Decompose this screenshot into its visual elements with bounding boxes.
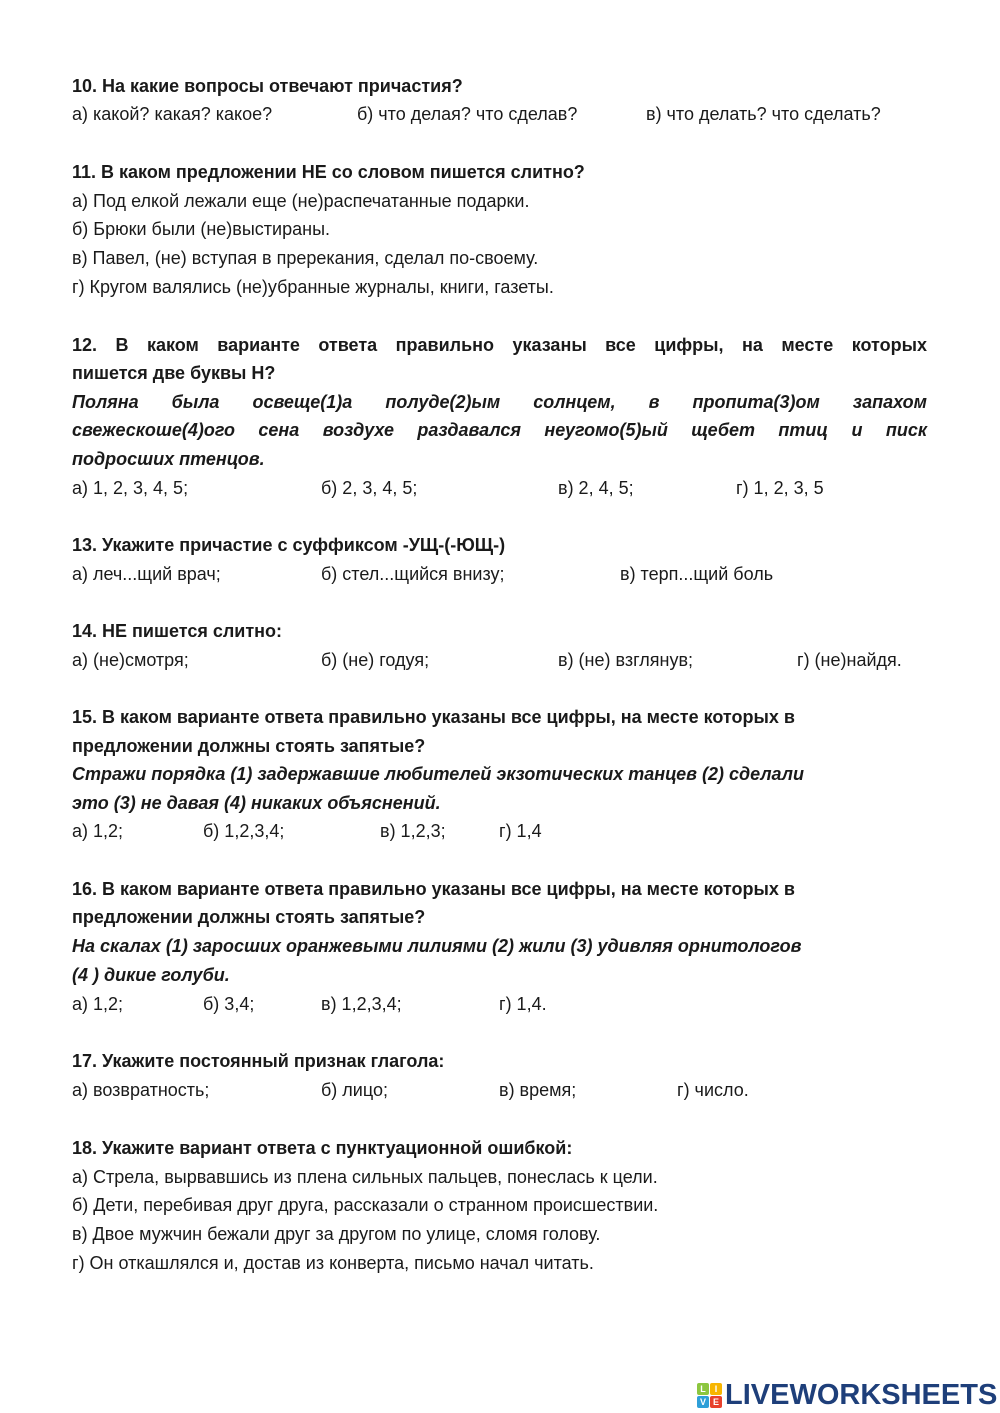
answer-option: б) Дети, перебивая друг друга, рассказали о странном происшествии. <box>72 1195 659 1215</box>
answer-option: г) (не)найдя. <box>797 650 902 670</box>
question-10-title: 10. На какие вопросы отвечают причастия? <box>72 76 463 96</box>
logo-cube: L <box>697 1383 709 1395</box>
answer-option: в) 1,2,3,4; <box>321 994 402 1014</box>
answer-option: г) число. <box>677 1080 749 1100</box>
answer-option: б) лицо; <box>321 1080 388 1100</box>
question-16-text: (4 ) дикие голуби. <box>72 965 230 985</box>
logo-cube: E <box>710 1396 722 1408</box>
question-15-text: это (3) не давая (4) никаких объяснений. <box>72 793 441 813</box>
answer-option: а) Под елкой лежали еще (не)распечатанные подарки. <box>72 191 530 211</box>
answer-option: а) леч...щий врач; <box>72 564 221 584</box>
answer-option: б) стел...щийся внизу; <box>321 564 505 584</box>
answer-option: г) 1,4. <box>499 994 547 1014</box>
logo-text: LIVEWORKSHEETS <box>725 1379 998 1411</box>
question-17-title: 17. Укажите постоянный признак глагола: <box>72 1051 445 1071</box>
question-15-text: Стражи порядка (1) задержавшие любителей экзотических танцев (2) сделали <box>72 764 804 784</box>
logo-cube: V <box>697 1396 709 1408</box>
question-14-title: 14. НЕ пишется слитно: <box>72 621 283 641</box>
answer-option: в) 2, 4, 5; <box>558 478 634 498</box>
logo-cube: I <box>710 1383 722 1395</box>
answer-option: а) какой? какая? какое? <box>72 104 273 124</box>
answer-option: б) Брюки были (не)выстираны. <box>72 219 331 239</box>
answer-option: а) возвратность; <box>72 1080 210 1100</box>
answer-option: г) 1, 2, 3, 5 <box>736 478 824 498</box>
question-15-title: 15. В каком варианте ответа правильно указаны все цифры, на месте которых в <box>72 707 795 727</box>
answer-option: в) 1,2,3; <box>380 821 446 841</box>
question-13-title: 13. Укажите причастие с суффиксом -УЩ-(-ЮЩ-) <box>72 535 506 555</box>
question-12-text: свежескоше(4)ого сена воздухе раздавался неугомо(5)ый щебет птиц и писк <box>72 420 927 440</box>
liveworksheets-logo <box>697 1379 997 1412</box>
answer-option: а) 1,2; <box>72 994 124 1014</box>
question-12-text: подросших птенцов. <box>72 449 265 469</box>
question-12-text: Поляна была освеще(1)а полуде(2)ым солнцем, в пропита(3)ом запахом <box>72 392 927 412</box>
answer-option: в) Павел, (не) вступая в пререкания, сделал по-своему. <box>72 248 539 268</box>
answer-option: г) Он откашлялся и, достав из конверта, письмо начал читать. <box>72 1253 594 1273</box>
logo-cubes-icon <box>697 1383 722 1408</box>
answer-option: в) (не) взглянув; <box>558 650 694 670</box>
question-16-title: 16. В каком варианте ответа правильно указаны все цифры, на месте которых в <box>72 879 795 899</box>
question-12-title-cont: пишется две буквы Н? <box>72 363 276 383</box>
answer-option: в) время; <box>499 1080 577 1100</box>
question-16-title-cont: предложении должны стоять запятые? <box>72 907 426 927</box>
question-15-title-cont: предложении должны стоять запятые? <box>72 736 426 756</box>
answer-option: г) 1,4 <box>499 821 542 841</box>
answer-option: в) что делать? что сделать? <box>646 104 881 124</box>
question-16-text: На скалах (1) заросших оранжевыми лилиями (2) жили (3) удивляя орнитологов <box>72 936 802 956</box>
answer-option: б) 1,2,3,4; <box>203 821 285 841</box>
answer-option: в) терп...щий боль <box>620 564 774 584</box>
answer-option: а) 1, 2, 3, 4, 5; <box>72 478 189 498</box>
answer-option: б) 3,4; <box>203 994 255 1014</box>
answer-option: б) (не) годуя; <box>321 650 430 670</box>
answer-option: в) Двое мужчин бежали друг за другом по улице, сломя голову. <box>72 1224 601 1244</box>
answer-option: б) что делая? что сделав? <box>357 104 578 124</box>
question-12-title: 12. В каком варианте ответа правильно указаны все цифры, на месте которых <box>72 335 927 355</box>
answer-option: б) 2, 3, 4, 5; <box>321 478 418 498</box>
question-18-title: 18. Укажите вариант ответа с пунктуационной ошибкой: <box>72 1138 573 1158</box>
answer-option: а) (не)смотря; <box>72 650 189 670</box>
question-11-title: 11. В каком предложении НЕ со словом пишется слитно? <box>72 162 585 182</box>
answer-option: а) 1,2; <box>72 821 124 841</box>
answer-option: г) Кругом валялись (не)убранные журналы, книги, газеты. <box>72 277 554 297</box>
answer-option: а) Стрела, вырвавшись из плена сильных пальцев, понеслась к цели. <box>72 1167 658 1187</box>
